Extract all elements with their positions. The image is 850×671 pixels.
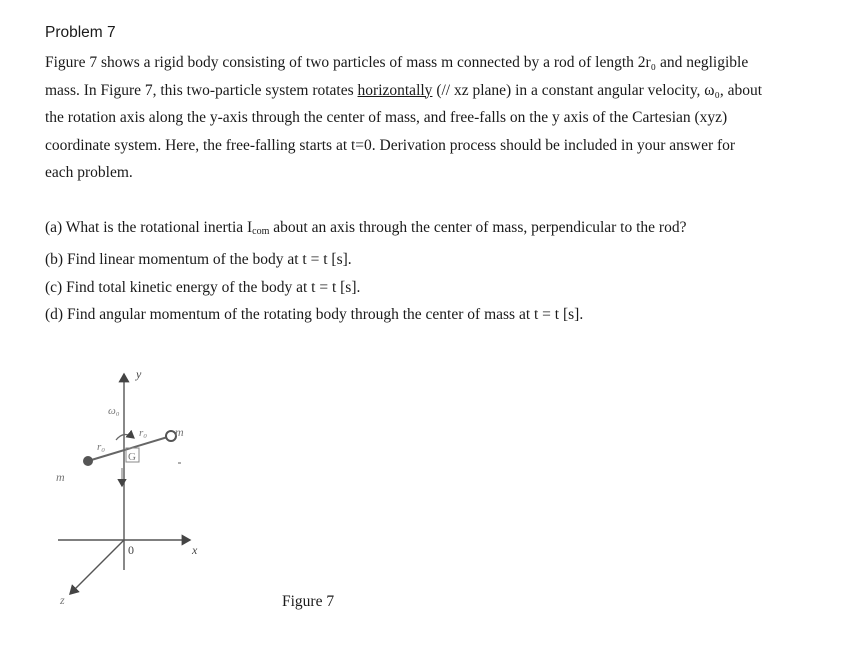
figure-caption: Figure 7 — [282, 593, 335, 610]
problem-statement — [45, 49, 815, 187]
rotation-arrow-icon — [116, 434, 134, 440]
statement-line-5: each problem. — [45, 164, 133, 182]
omega-label: ω₀ — [108, 405, 120, 417]
z-axis-label: z — [60, 593, 65, 607]
question-c: (c) Find total kinetic energy of the body at t = t [s]. — [45, 278, 361, 296]
origin-label: 0 — [128, 543, 134, 557]
r0-label-right: r₀ — [139, 427, 148, 439]
problem-heading: Problem 7 — [45, 24, 116, 41]
center-of-mass-label: G — [128, 451, 136, 463]
r0-label-left: r₀ — [97, 441, 106, 453]
question-list — [45, 214, 815, 329]
statement-line-1: Figure 7 shows a rigid body consisting of two particles of mass m connected by a rod of length 2r₀ and negligible — [45, 54, 749, 71]
question-a: (a) What is the rotational inertia $I_{com}$ about an axis through the center of mass, perpendicular to the rod? — [45, 219, 687, 237]
statement-line-4: coordinate system. Here, the free-falling starts at t=0. Derivation process should be included in your answer for — [45, 136, 736, 154]
underlined-word: horizontally — [357, 81, 433, 99]
particle-left — [83, 456, 93, 466]
x-axis-label: x — [192, 543, 198, 557]
mass-label-left: m — [56, 470, 65, 484]
z-axis — [70, 540, 124, 594]
question-d: (d) Find angular momentum of the rotating body through the center of mass at t = t [s]. — [45, 306, 584, 324]
mass-label-right: m — [175, 425, 184, 439]
statement-line-3: the rotation axis along the y-axis through the center of mass, and free-falls on the y axis of the Cartesian (xyz) — [45, 109, 728, 127]
y-axis-label: y — [136, 367, 142, 381]
question-b: (b) Find linear momentum of the body at t = t [s]. — [45, 250, 352, 268]
statement-line-2: mass. In Figure 7, this two-particle system rotates horizontally (// xz plane) in a constant angular velocity, ω₀, about — [45, 81, 763, 99]
figure-7-diagram — [40, 360, 240, 620]
